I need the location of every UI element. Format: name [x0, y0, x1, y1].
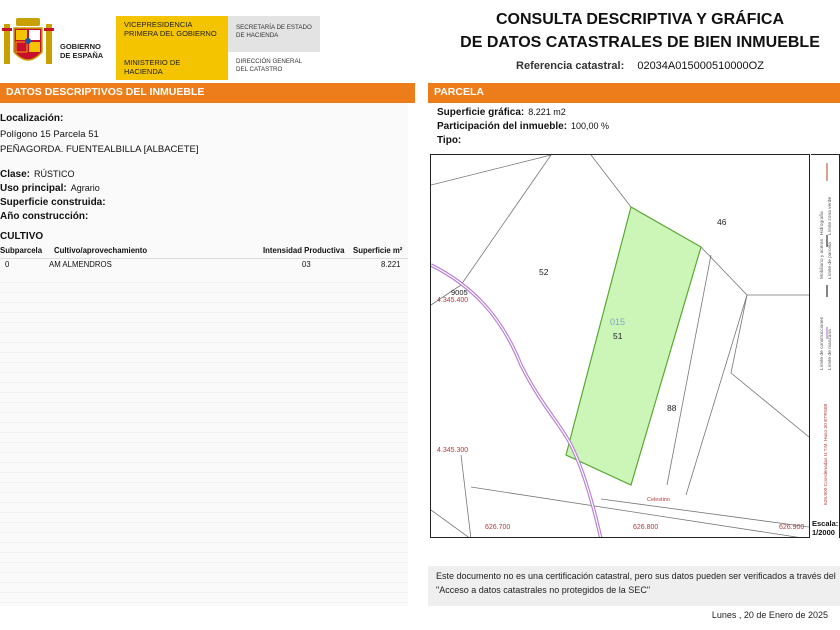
- place-label: Celestino: [647, 497, 670, 503]
- uso-row: [0, 183, 100, 194]
- coord-label: 4.345.300: [437, 447, 469, 454]
- participacion-label: Participación del inmueble:: [437, 121, 568, 132]
- section-bar-datos: DATOS DESCRIPTIVOS DEL INMUEBLE: [0, 83, 415, 103]
- superficie-construida-label: Superficie construida:: [0, 197, 106, 208]
- col-intensidad: Intensidad Productiva: [263, 246, 345, 255]
- map-legend: [811, 154, 840, 538]
- cell-intensidad: 03: [302, 260, 311, 269]
- map-drawing: [431, 155, 810, 538]
- table-row: [0, 259, 408, 273]
- document-title: [445, 8, 835, 54]
- uso-value: Agrario: [70, 183, 100, 193]
- cadastral-map[interactable]: [430, 154, 810, 538]
- tipo-label: Tipo:: [437, 135, 462, 146]
- section-bar-parcela: PARCELA: [428, 83, 840, 103]
- legend-coords: 626.900 Coordenadas U.T.M. Huso 30 ETRS89: [824, 403, 829, 505]
- selected-parcel: [566, 207, 701, 485]
- col-subparcela: Subparcela: [0, 246, 43, 255]
- title-line-1: CONSULTA DESCRIPTIVA Y GRÁFICA: [495, 11, 784, 28]
- col-cultivo: Cultivo/aprovechamiento: [54, 246, 148, 255]
- secretaria-text: SECRETARÍA DE ESTADO DE HACIENDA: [236, 24, 312, 39]
- referencia-catastral: [445, 60, 835, 72]
- label-52: 52: [539, 267, 549, 277]
- gobierno-label: [60, 42, 108, 60]
- legend-hidrografia: Hidrografía: [820, 211, 825, 235]
- coord-label: 626.900: [779, 524, 805, 531]
- ref-value: 02034A015000510000OZ: [637, 60, 764, 72]
- localizacion-line2: PEÑAGORDA. FUENTEALBILLA [ALBACETE]: [0, 144, 199, 155]
- col-superficie: Superficie m²: [353, 246, 403, 255]
- label-51: 51: [613, 331, 623, 341]
- ministerio-text: MINISTERIO DE HACIENDA: [124, 58, 181, 76]
- road-path: [431, 265, 601, 538]
- label-88: 88: [667, 403, 677, 413]
- legend-parcela: Límite de parcela: [828, 242, 833, 279]
- legend-zona-verde: Límite zona verde: [828, 196, 833, 235]
- coord-label: 626.700: [485, 524, 511, 531]
- legend-construcciones: Límite de construcciones: [820, 316, 825, 370]
- superficie-grafica-label: Superficie gráfica:: [437, 107, 525, 118]
- title-line-2: DE DATOS CATASTRALES DE BIEN INMUEBLE: [460, 34, 820, 51]
- government-logo-block: [0, 8, 320, 76]
- anio-construccion-label: Año construcción:: [0, 211, 89, 222]
- cultivo-title: CULTIVO: [0, 231, 44, 242]
- cultivo-table-header: [0, 245, 408, 259]
- secretaria-box: [228, 16, 320, 52]
- cell-subparcela: 0: [5, 260, 10, 269]
- scale-value: 1/2000: [812, 528, 835, 537]
- legend-manzana: Límite de manzana: [828, 329, 833, 370]
- clase-value: RÚSTICO: [34, 169, 75, 179]
- gobierno-text: GOBIERNO DE ESPAÑA: [60, 42, 104, 60]
- cell-cultivo: AM ALMENDROS: [49, 260, 112, 269]
- coord-label: 4.345.400: [437, 297, 469, 304]
- ref-label: Referencia catastral:: [516, 60, 625, 72]
- localizacion-label: Localización:: [0, 113, 64, 124]
- scale-indicator: [812, 519, 838, 537]
- scale-label: Escala:: [812, 519, 839, 528]
- superficie-grafica-row: [437, 107, 566, 118]
- label-015: 015: [610, 317, 626, 327]
- superficie-grafica-value: 8.221 m2: [528, 107, 566, 117]
- legend-drawing: [811, 155, 840, 539]
- legend-mobiliario: Mobiliario y aceras: [820, 239, 825, 279]
- participacion-row: [437, 121, 609, 132]
- label-46: 46: [717, 217, 727, 227]
- clase-label: Clase:: [0, 169, 31, 180]
- document-date: Lunes , 20 de Enero de 2025: [711, 610, 828, 620]
- uso-label: Uso principal:: [0, 183, 67, 194]
- direccion-box: [228, 52, 320, 80]
- ministerio-box: [116, 52, 228, 80]
- vicepresidencia-box: [116, 16, 228, 52]
- empty-table-area: [0, 273, 408, 603]
- clase-row: [0, 169, 75, 180]
- coat-of-arms-icon: [2, 14, 54, 72]
- cell-superficie: 8.221: [381, 260, 401, 269]
- vicepresidencia-text: VICEPRESIDENCIA PRIMERA DEL GOBIERNO: [124, 20, 217, 38]
- coord-label: 626.800: [633, 524, 659, 531]
- road-label: 9005: [451, 288, 468, 297]
- participacion-value: 100,00 %: [571, 121, 610, 131]
- localizacion-line1: Polígono 15 Parcela 51: [0, 129, 99, 140]
- disclaimer-notice: Este documento no es una certificación catastral, pero sus datos pueden ser verificados a través del "Acceso a datos catastrales no protegidos de la SEC": [428, 566, 840, 606]
- direccion-text: DIRECCIÓN GENERAL DEL CATASTRO: [236, 58, 302, 73]
